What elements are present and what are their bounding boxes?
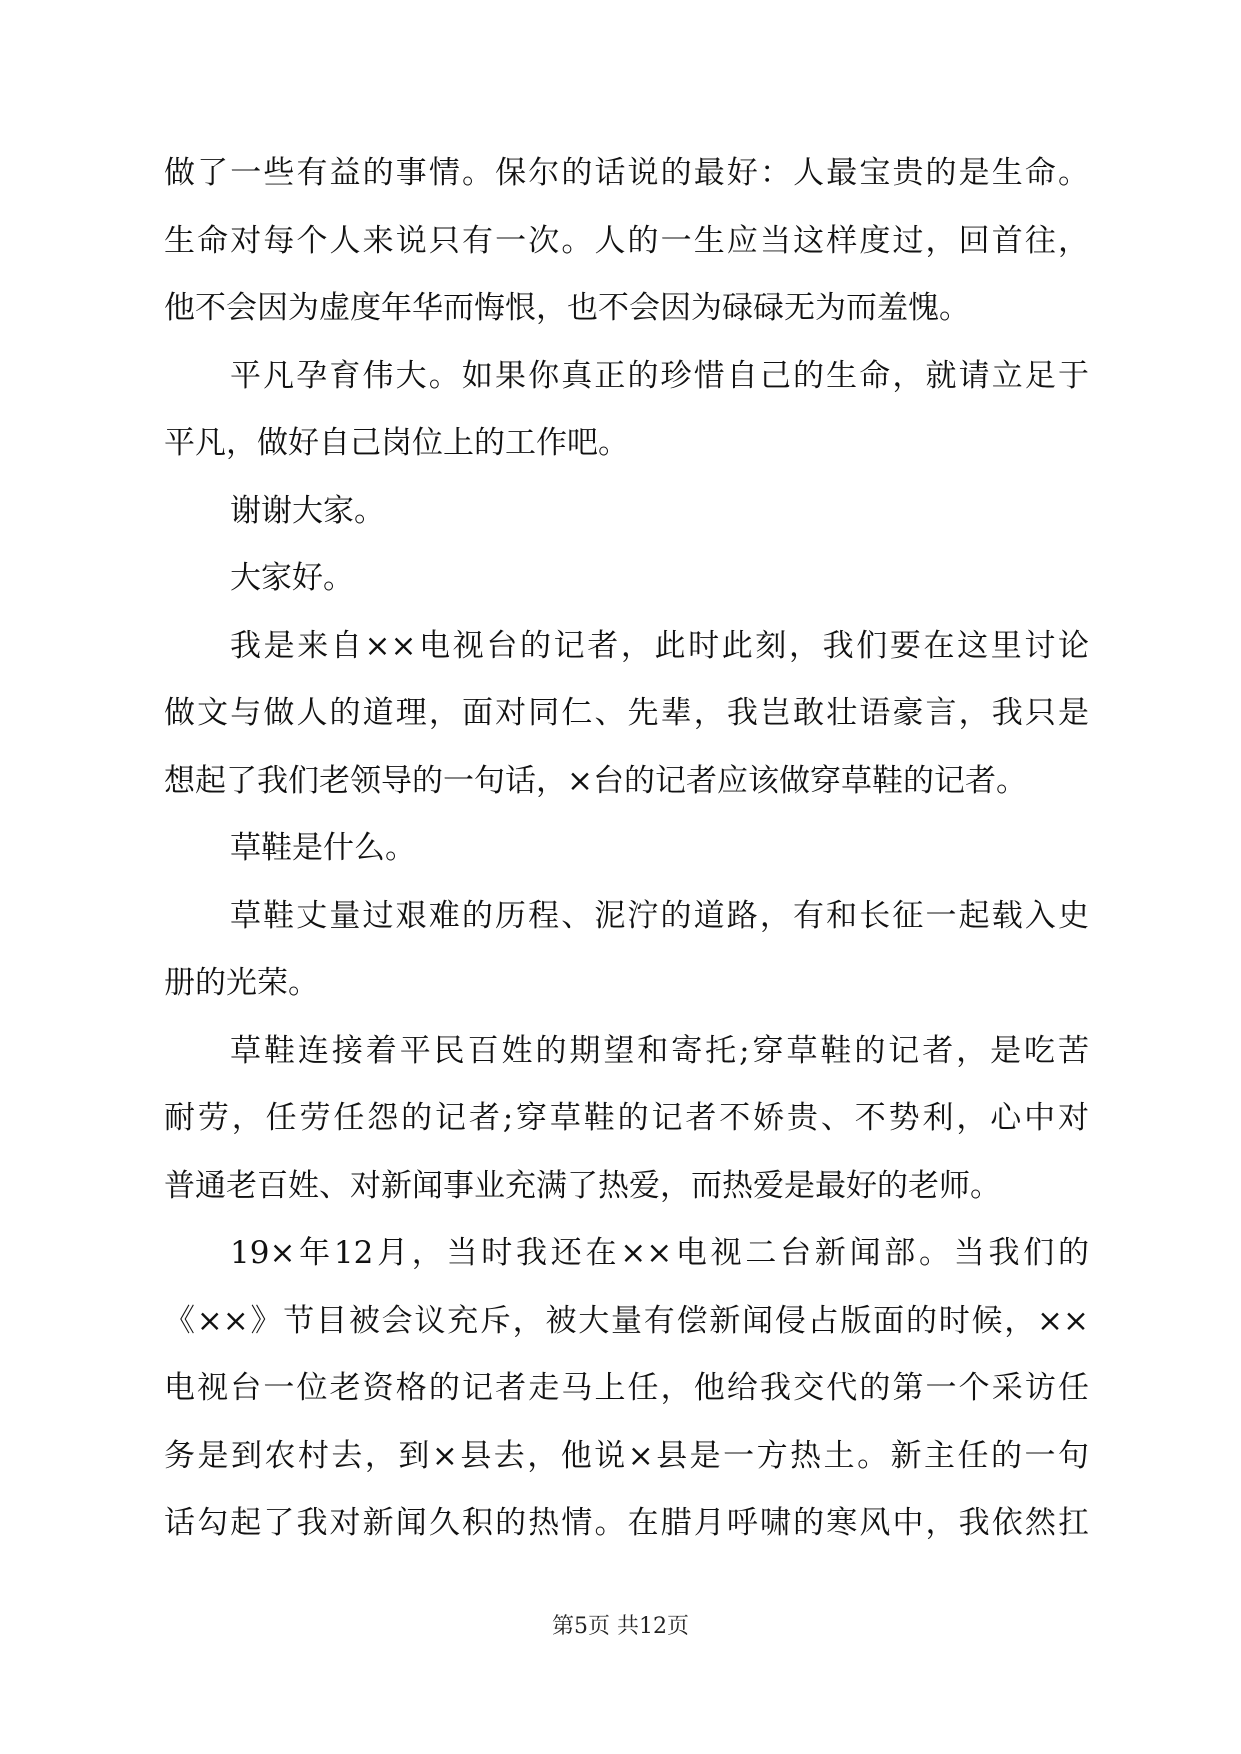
text-line: 生命对每个人来说只有一次。人的一生应当这样度过，回首往，	[164, 222, 1089, 259]
text-line: 谢谢大家。	[230, 492, 385, 529]
text-line: 平凡孕育伟大。如果你真正的珍惜自己的生命，就请立足于	[230, 357, 1089, 394]
text-line: 做了一些有益的事情。保尔的话说的最好：人最宝贵的是生命。	[164, 155, 1089, 191]
text-line: 大家好。	[230, 560, 354, 596]
text-line: 草鞋丈量过艰难的历程、泥泞的道路，有和长征一起载入史	[230, 897, 1089, 934]
text-line: 普通老百姓、对新闻事业充满了热爱，而热爱是最好的老师。	[164, 1167, 1001, 1204]
text-line: 平凡，做好自己岗位上的工作吧。	[164, 425, 629, 461]
text-line: 我是来自××电视台的记者，此时此刻，我们要在这里讨论	[230, 627, 1089, 664]
text-line: 做文与做人的道理，面对同仁、先辈，我岂敢壮语豪言，我只是	[164, 695, 1089, 731]
text-line: 草鞋是什么。	[230, 830, 416, 866]
text-line: 草鞋连接着平民百姓的期望和寄托;穿草鞋的记者，是吃苦	[230, 1032, 1089, 1069]
text-line: 19×年12月，当时我还在××电视二台新闻部。当我们的	[230, 1235, 1089, 1271]
text-line: 务是到农村去，到×县去，他说×县是一方热土。新主任的一句	[164, 1437, 1089, 1474]
text-line: 册的光荣。	[164, 965, 319, 1001]
text-line: 他不会因为虚度年华而悔恨，也不会因为碌碌无为而羞愧。	[164, 290, 970, 326]
document-body	[164, 140, 1089, 1558]
text-line: 耐劳，任劳任怨的记者;穿草鞋的记者不娇贵、不势利，心中对	[164, 1100, 1089, 1136]
text-line: 《××》节目被会议充斥，被大量有偿新闻侵占版面的时候，××	[164, 1302, 1089, 1339]
text-line: 电视台一位老资格的记者走马上任，他给我交代的第一个采访任	[164, 1370, 1089, 1406]
page-number: 第5页 共12页	[552, 1614, 689, 1639]
text-line: 话勾起了我对新闻久积的热情。在腊月呼啸的寒风中，我依然扛	[164, 1505, 1089, 1541]
text-line: 想起了我们老领导的一句话，×台的记者应该做穿草鞋的记者。	[164, 762, 1027, 799]
